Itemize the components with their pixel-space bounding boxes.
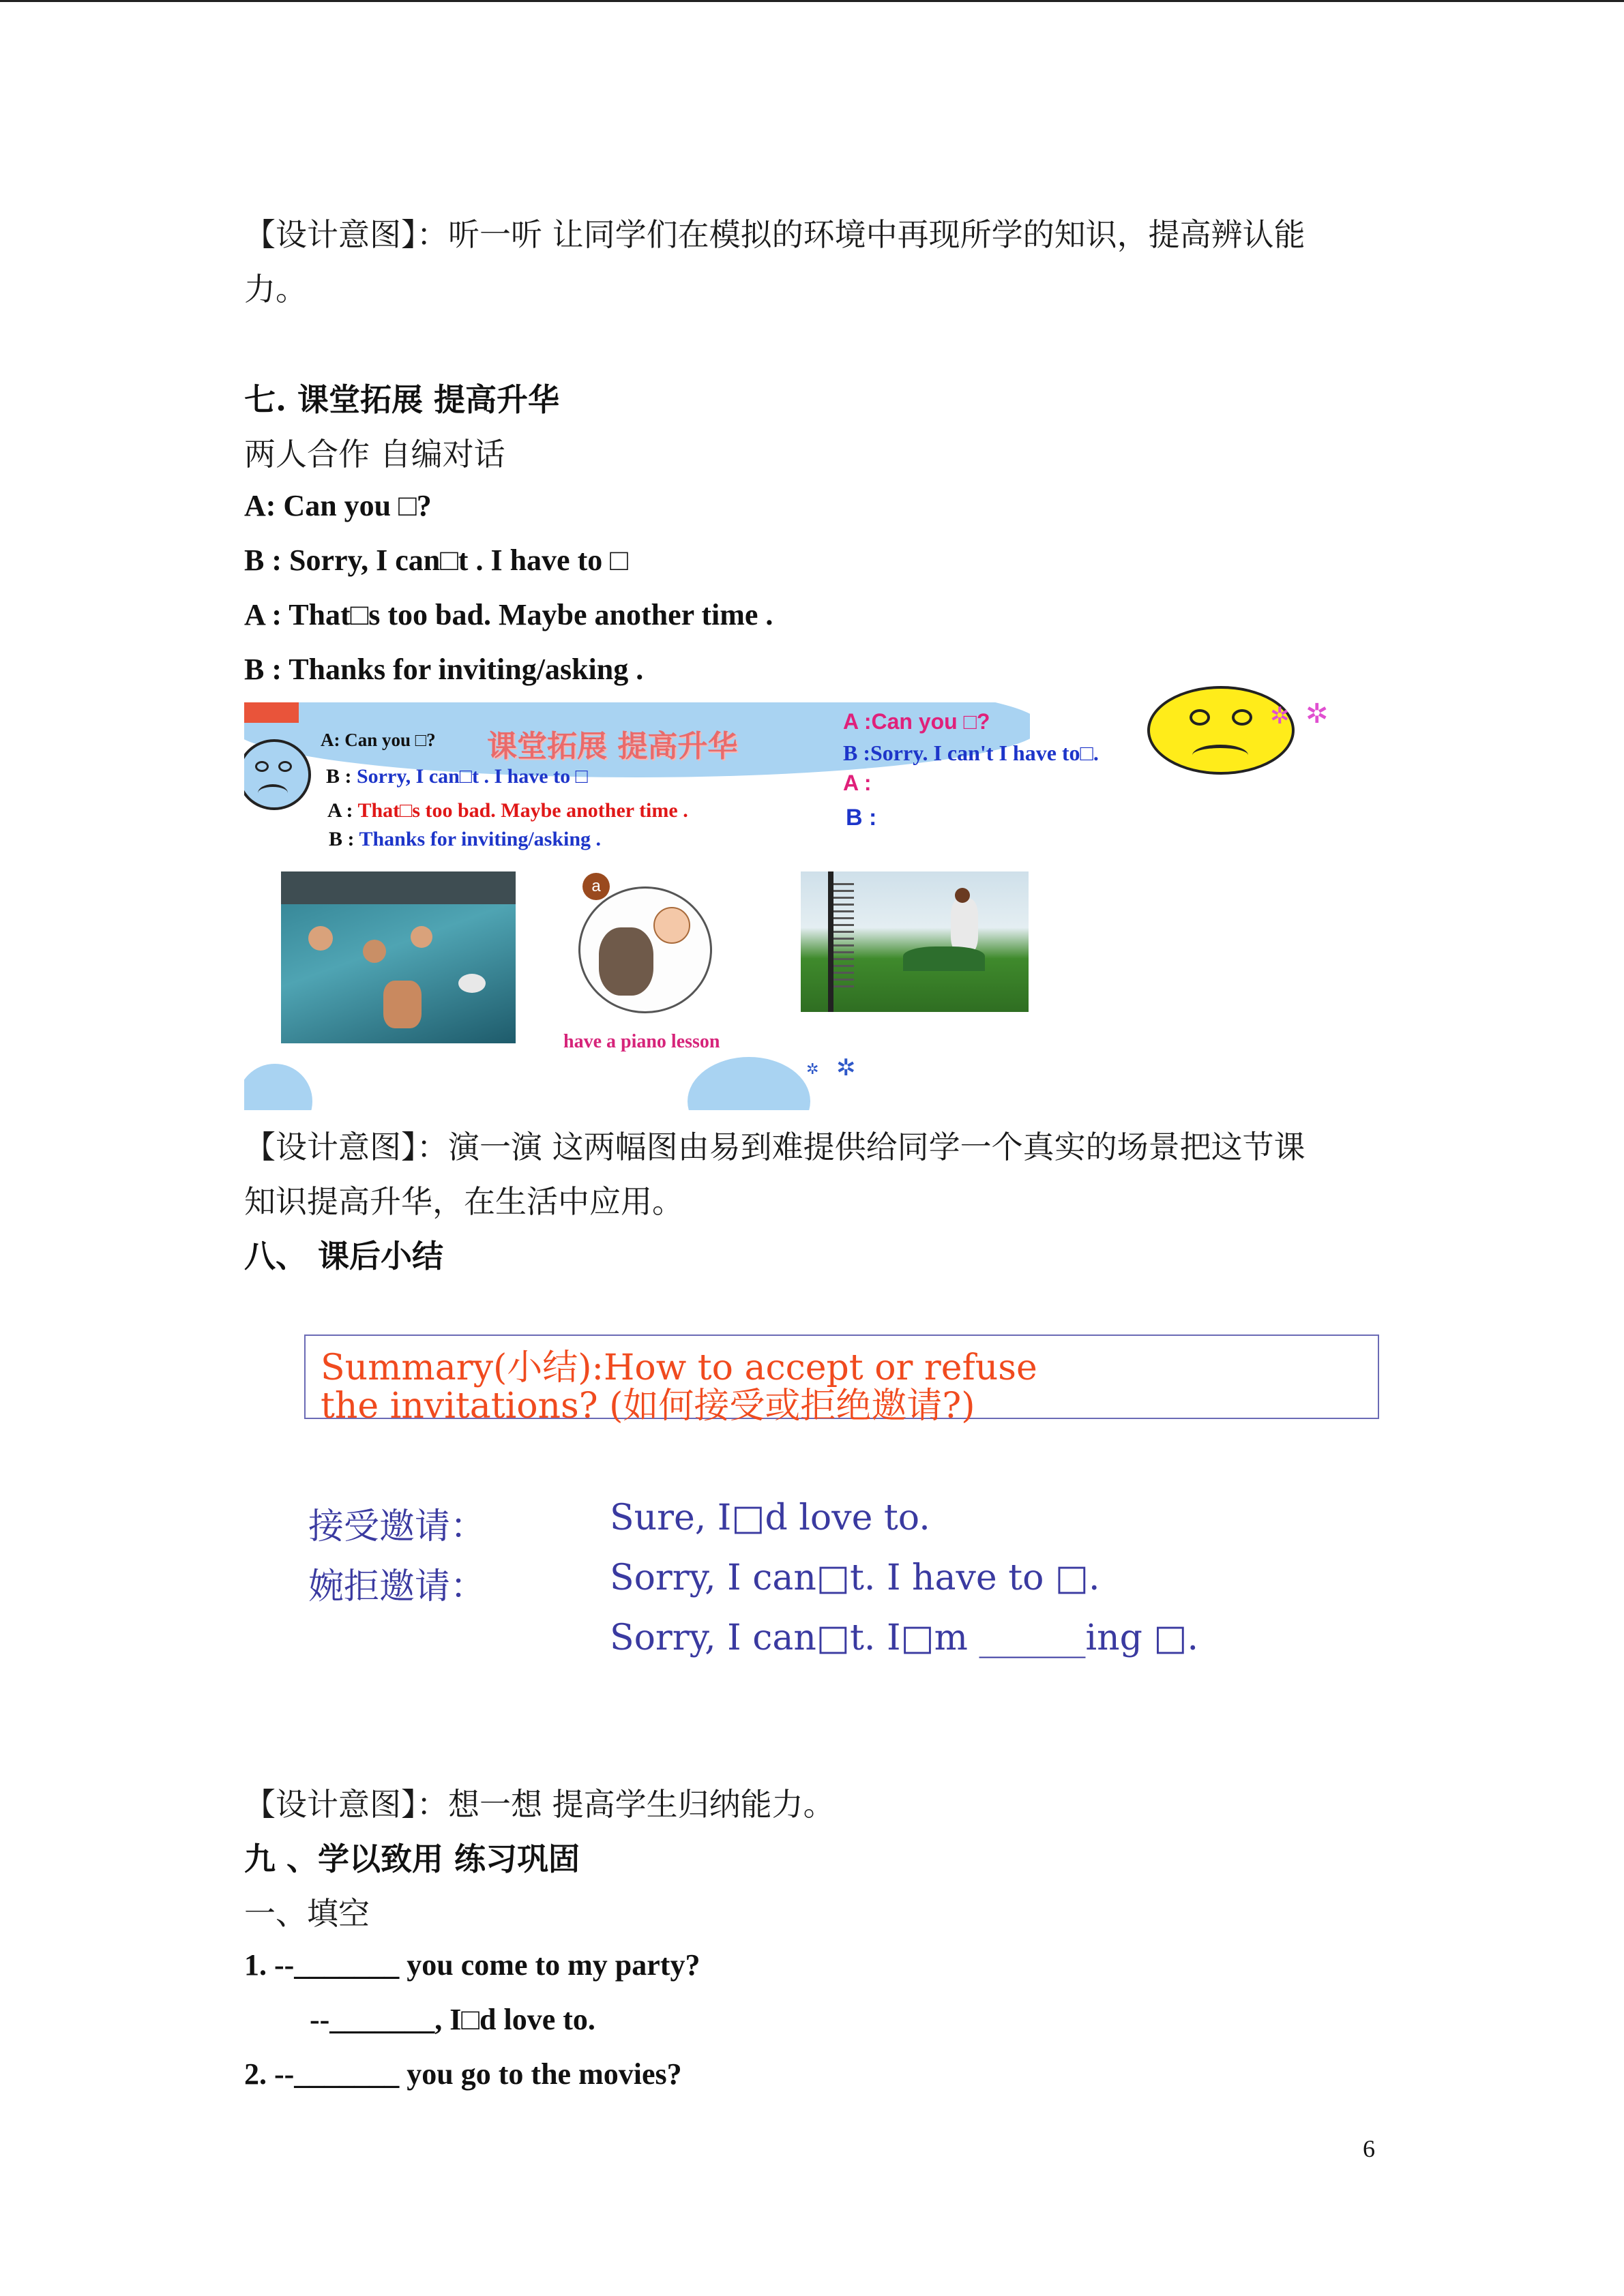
- accept-label: 接受邀请：: [308, 1506, 486, 1547]
- slide-cloud-bottom-right: [688, 1057, 810, 1110]
- dialogue-line-b2: B : Thanks for inviting/asking .: [244, 653, 644, 686]
- swimming-pool-photo: [281, 871, 516, 1043]
- summary-box: [304, 1335, 1379, 1427]
- design-intent-act-cont: 知识提高升华，在生活中应用。: [244, 1183, 683, 1220]
- slide-line-a2: A : That□s too bad. Maybe another time .: [327, 799, 688, 822]
- accept-phrase: Sure, I□d love to.: [610, 1497, 930, 1538]
- piano-lesson-cartoon: [565, 873, 715, 1016]
- slide2-line-b1: B :Sorry. I can't I have to□.: [843, 741, 1099, 765]
- page-top-border: [0, 0, 1624, 2]
- flower-icon-blue: ✲: [836, 1054, 856, 1082]
- slide2-line-a2: A :: [843, 771, 872, 795]
- design-intent-think: 【设计意图】：想一想 提高学生归纳能力。: [244, 1786, 835, 1823]
- flower-icon-small: ✲: [1270, 702, 1290, 730]
- design-intent-act: 【设计意图】：演一演 这两幅图由易到难提供给同学一个真实的场景把这节课: [244, 1129, 1305, 1165]
- section-9-heading: 九 、学以致用 练习巩固: [244, 1840, 580, 1877]
- piano-lesson-caption: have a piano lesson: [563, 1031, 720, 1052]
- exercise-fill-blank-title: 一、填空: [244, 1895, 370, 1932]
- dialogue-line-b1: B : Sorry, I can□t . I have to □: [244, 543, 628, 577]
- design-intent-listen: 【设计意图】：听一听 让同学们在模拟的环境中再现所学的知识，提高辨认能: [244, 216, 1305, 253]
- slide-line-a1: A: Can you □?: [321, 730, 436, 750]
- exercise-item-2: 2. --_______ you go to the movies?: [244, 2057, 682, 2091]
- exercise-item-1: 1. --_______ you come to my party?: [244, 1948, 700, 1982]
- summary-line-1: Summary(小结):How to accept or refuse: [321, 1347, 1037, 1388]
- slide-line-b1: B : Sorry, I can□t . I have to □: [326, 765, 588, 788]
- design-intent-listen-cont: 力。: [244, 271, 307, 308]
- worried-face-icon: [1147, 686, 1295, 775]
- summary-line-2: the invitations? (如何接受或拒绝邀请?): [321, 1386, 975, 1427]
- slide-cloud-bottom-left: [244, 1064, 312, 1110]
- page-number: 6: [1363, 2135, 1375, 2162]
- dialogue-line-a2: A : That□s too bad. Maybe another time .: [244, 598, 773, 631]
- dialogue-line-a1: A: Can you □?: [244, 489, 432, 522]
- slide2-line-a1: A :Can you □?: [843, 709, 990, 734]
- slide-corner-accent: [244, 702, 299, 723]
- section-8-heading: 八、 课后小结: [244, 1238, 444, 1274]
- slide-title: 课堂拓展 提高升华: [487, 729, 738, 764]
- sad-face-icon: [244, 739, 311, 810]
- refuse-phrase-2: Sorry, I can□t. I□m ______ing □.: [610, 1617, 1199, 1658]
- refuse-label: 婉拒邀请：: [308, 1566, 486, 1607]
- exercise-item-1-answer: --_______, I□d love to.: [310, 2003, 595, 2036]
- slide-line-b2: B : Thanks for inviting/asking .: [329, 828, 602, 850]
- volleyball-photo: [801, 871, 1029, 1012]
- refuse-phrase-1: Sorry, I can□t. I have to □.: [610, 1557, 1100, 1598]
- section-7-heading: 七. 课堂拓展 提高升华: [244, 381, 560, 418]
- section-7-subtitle: 两人合作 自编对话: [244, 436, 505, 473]
- slide2-line-b2: B :: [846, 805, 877, 831]
- flower-icon-pink: ✲: [1305, 698, 1329, 730]
- flower-icon-blue-small: ✲: [806, 1061, 819, 1078]
- cartoon-label-a: a: [582, 873, 610, 900]
